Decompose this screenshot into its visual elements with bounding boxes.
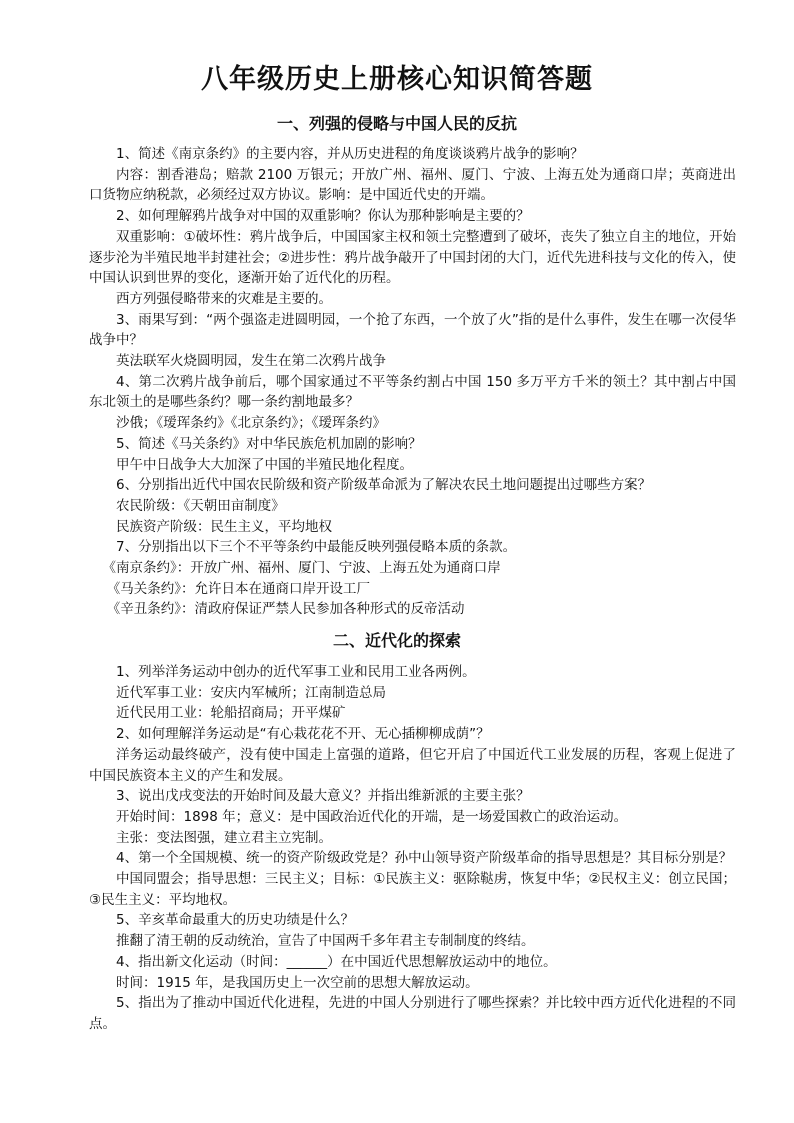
question-paragraph: 5、辛亥革命最重大的历史功绩是什么？	[116, 912, 355, 929]
answer-paragraph: 农民阶级：《天朝田亩制度》	[116, 497, 285, 514]
answer-paragraph: 近代军事工业：安庆内军械所；江南制造总局	[116, 684, 386, 701]
answer-paragraph: 《辛丑条约》：清政府保证严禁人民参加各种形式的反帝活动	[102, 601, 465, 618]
answer-paragraph: 双重影响：①破坏性：鸦片战争后，中国国家主权和领土完整遭到了破坏，丧失了独立自主的地位，开始逐步沦为半殖民地半封建社会；②进步性：鸦片战争敲开了中国封闭的大门，近代先进科技与文化的传入，使中国认识到世界的变化，逐渐开始了近代化的历程。	[89, 228, 736, 287]
question-paragraph: 3、说出戊戌变法的开始时间及最大意义？并指出维新派的主要主张？	[116, 788, 530, 805]
answer-paragraph: 民族资产阶级：民生主义，平均地权	[116, 518, 332, 535]
question-paragraph: 5、简述《马关条约》对中华民族危机加剧的影响？	[116, 435, 422, 452]
answer-paragraph: 主张：变法图强，建立君主立宪制。	[116, 829, 332, 846]
document-title: 八年级历史上册核心知识简答题	[201, 64, 593, 95]
answer-paragraph: 近代民用工业：轮船招商局；开平煤矿	[116, 705, 346, 722]
question-paragraph: 1、简述《南京条约》的主要内容，并从历史进程的角度谈谈鸦片战争的影响？	[116, 146, 584, 162]
question-paragraph: 4、第二次鸦片战争前后，哪个国家通过不平等条约割占中国 150 多万平方千米的领土？其中割占中国东北领土的是哪些条约？哪一条约割地最多？	[89, 373, 736, 411]
question-paragraph: 3、雨果写到：“两个强盗走进圆明园，一个抢了东西，一个放了火”指的是什么事件，发生在哪一次侵华战争中？	[89, 311, 736, 349]
question-paragraph: 2、如何理解鸦片战争对中国的双重影响？你认为那种影响是主要的？	[116, 208, 530, 225]
question-paragraph: 5、指出为了推动中国近代化进程，先进的中国人分别进行了哪些探索？并比较中西方近代化进程的不同点。	[89, 995, 736, 1032]
answer-paragraph: 内容：割香港岛；赔款 2100 万银元；开放广州、福州、厦门、宁波、上海五处为通商口岸；英商进出口货物应纳税款，必须经过双方协议。影响：是中国近代史的开端。	[89, 166, 736, 204]
question-paragraph: 6、分别指出近代中国农民阶级和资产阶级革命派为了解决农民土地问题提出过哪些方案？	[116, 477, 652, 494]
answer-paragraph: 洋务运动最终破产，没有使中国走上富强的道路，但它开启了中国近代工业发展的历程，客观上促进了中国民族资本主义的产生和发展。	[89, 746, 736, 784]
question-paragraph: 4、指出新文化运动（时间：______）在中国近代思想解放运动中的地位。	[116, 953, 557, 970]
answer-paragraph: 沙俄；《瑷珲条约》《北京条约》；《瑷珲条约》	[116, 415, 386, 432]
question-paragraph: 2、如何理解洋务运动是“有心栽花花不开、无心插柳柳成荫”？	[116, 726, 490, 743]
answer-paragraph: 《马关条约》：允许日本在通商口岸开设工厂	[102, 580, 371, 597]
question-paragraph: 1、列举洋务运动中创办的近代军事工业和民用工业各两例。	[116, 664, 476, 680]
section-2-body	[89, 662, 736, 1035]
question-paragraph: 7、分别指出以下三个不平等条约中最能反映列强侵略本质的条款。	[116, 539, 517, 556]
section-heading-2: 二、近代化的探索	[332, 631, 461, 650]
answer-paragraph: 甲午中日战争大大加深了中国的半殖民地化程度。	[116, 456, 413, 473]
answer-paragraph: 开始时间：1898 年；意义：是中国政治近代化的开端，是一场爱国救亡的政治运动。	[116, 808, 628, 825]
answer-paragraph: 英法联军火烧圆明园，发生在第二次鸦片战争	[116, 353, 386, 370]
question-paragraph: 4、第一个全国规模、统一的资产阶级政党是？孙中山领导资产阶级革命的指导思想是？其目标分别是？	[116, 850, 733, 867]
section-heading-1: 一、列强的侵略与中国人民的反抗	[276, 114, 517, 133]
answer-paragraph: 西方列强侵略带来的灾难是主要的。	[116, 290, 332, 307]
section-1-body	[89, 144, 736, 620]
answer-paragraph: 时间：1915 年，是我国历史上一次空前的思想大解放运动。	[116, 974, 479, 991]
answer-paragraph: 《南京条约》：开放广州、福州、厦门、宁波、上海五处为通商口岸	[102, 560, 501, 577]
answer-paragraph: 推翻了清王朝的反动统治，宣告了中国两千多年君主专制制度的终结。	[116, 933, 535, 950]
answer-paragraph: 中国同盟会；指导思想：三民主义；目标：①民族主义：驱除鞑虏，恢复中华；②民权主义：创立民国；③民生主义：平均地权。	[89, 871, 736, 908]
